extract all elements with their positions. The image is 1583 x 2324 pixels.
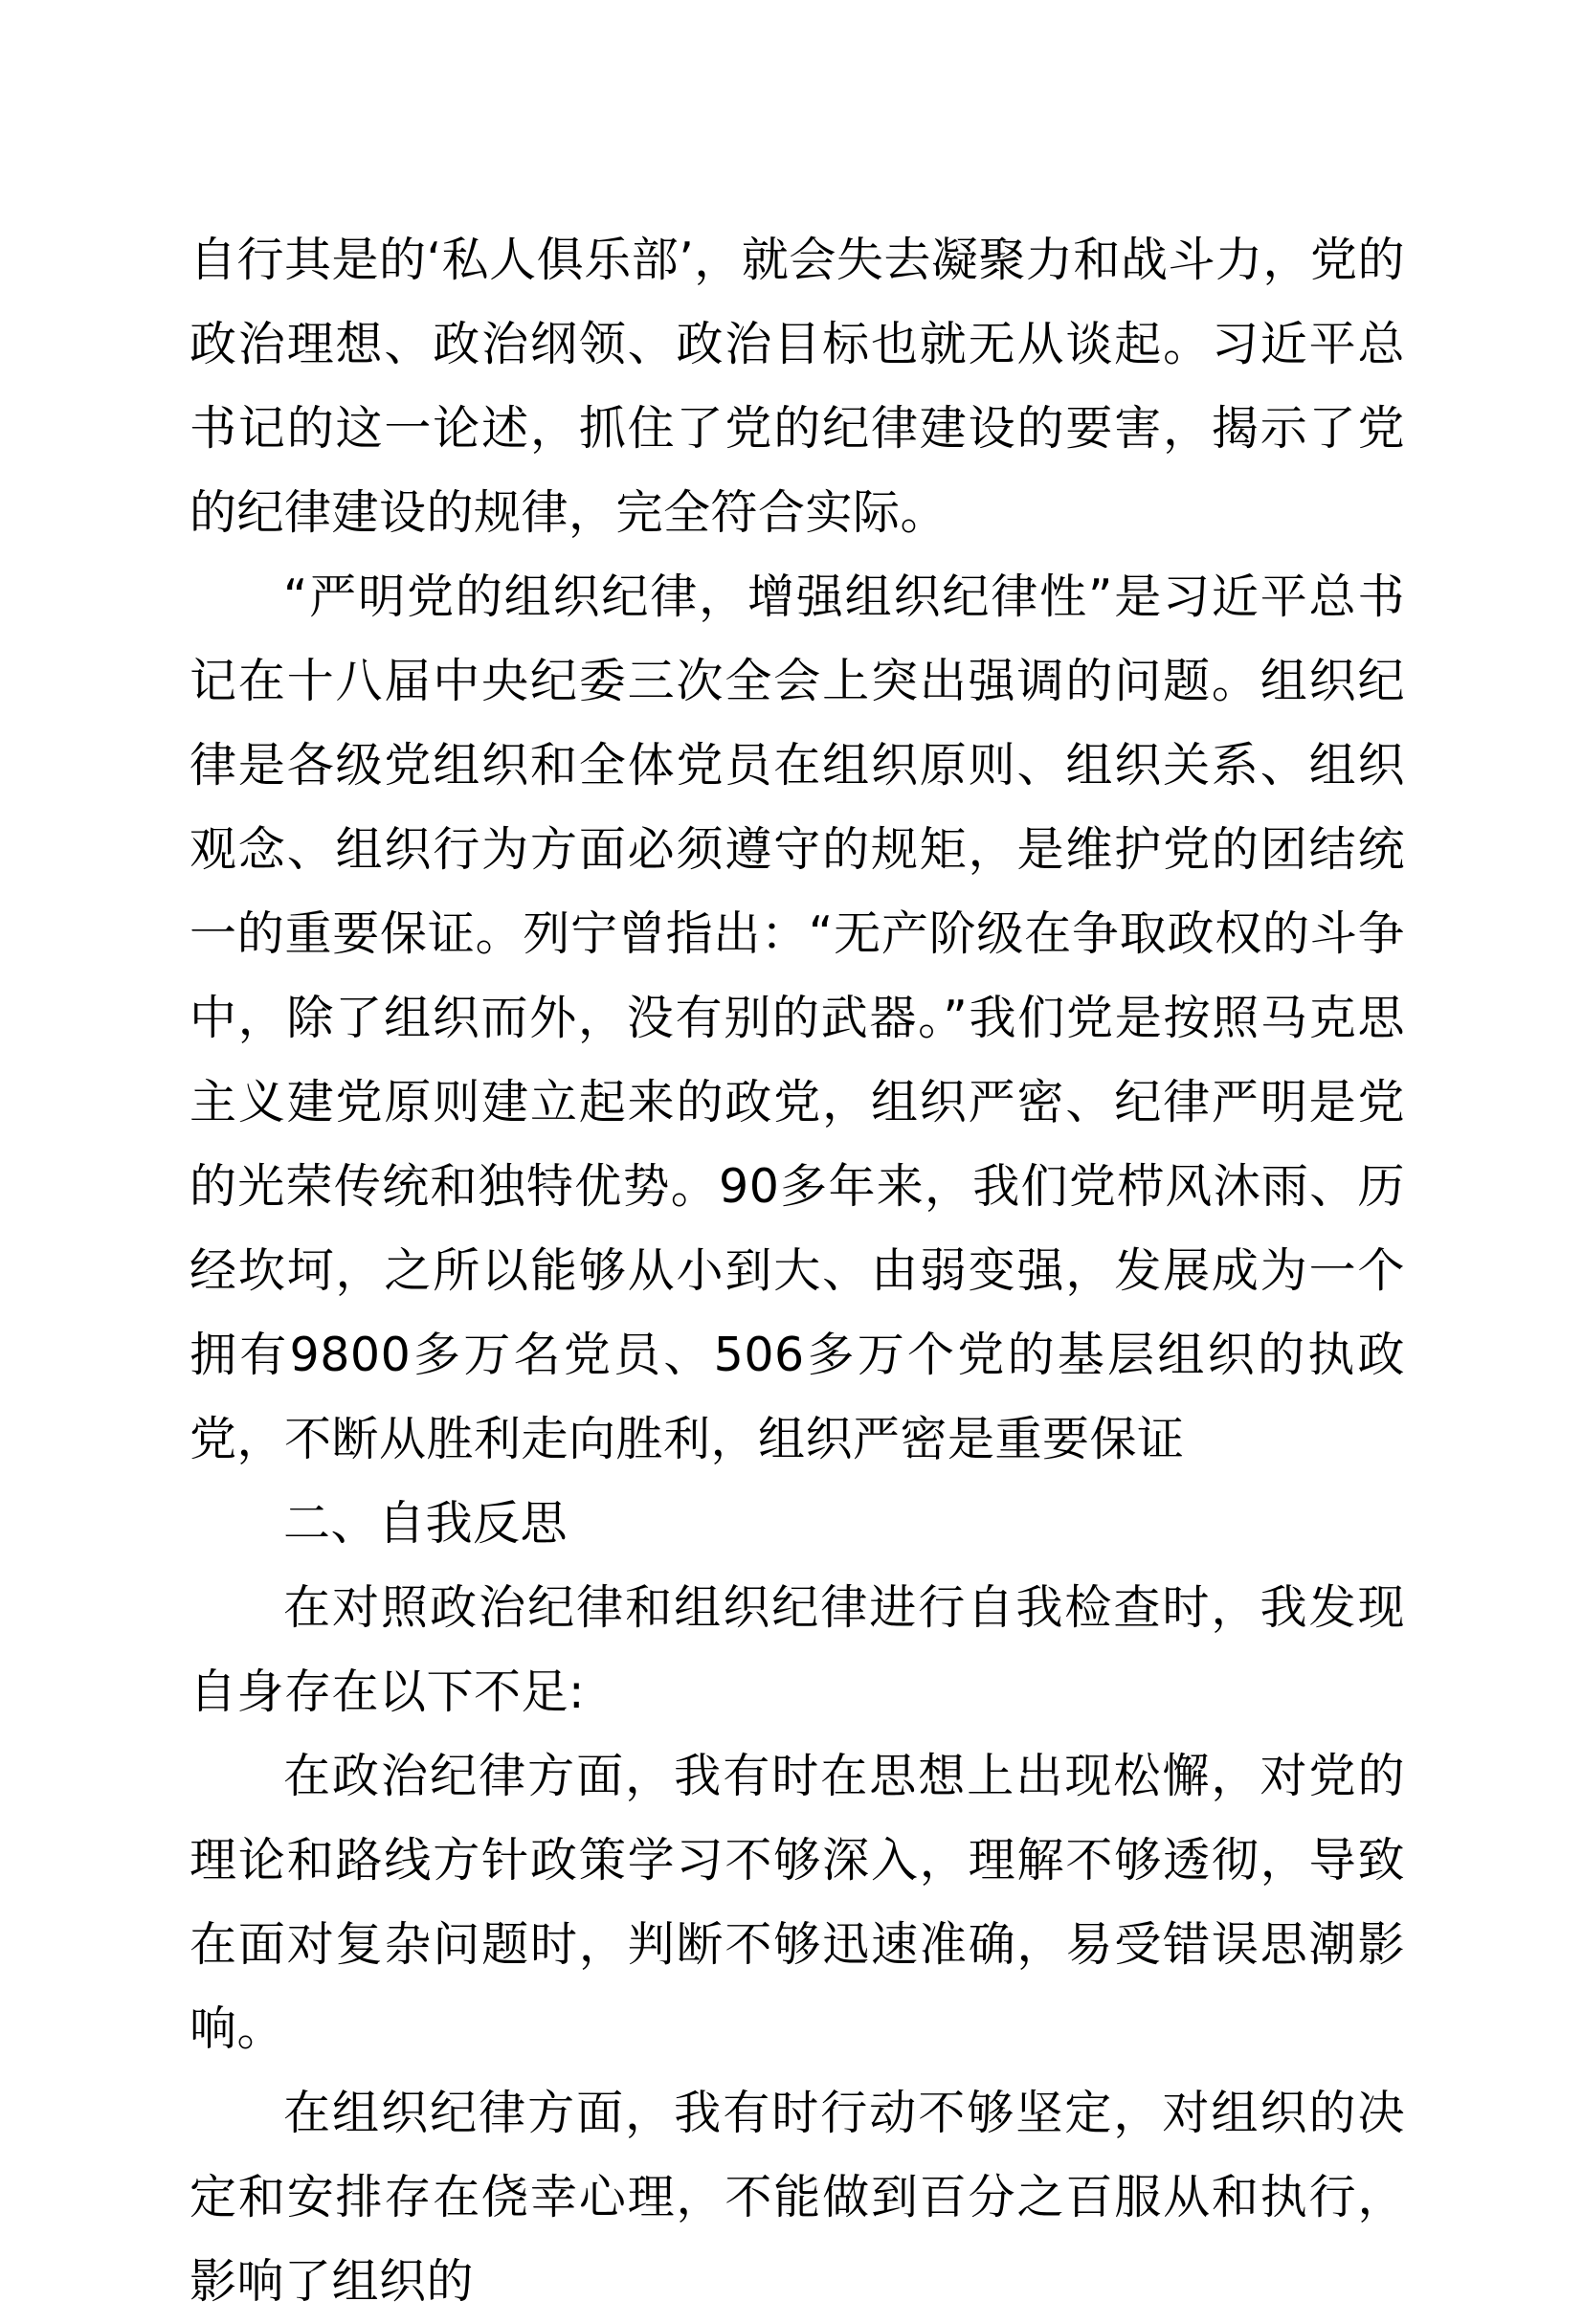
paragraph-organizational-discipline: “严明党的组织纪律，增强组织纪律性”是习近平总书记在十八届中央纪委三次全会上突出强调的问题。组织纪律是各级党组织和全体党员在组织原则、组织关系、组织观念、组织行为方面必须遵守的规矩，是维护党的团结统一的重要保证。列宁曾指出：“无产阶级在争取政权的斗争中，除了组织而外，没有别的武器。”我们党是按照马克思主义建党原则建立起来的政党，组织严密、纪律严明是党的光荣传统和独特优势。90多年来，我们党栉风沐雨、历经坎坷，之所以能够从小到大、由弱变强，发展成为一个拥有9800多万名党员、506多万个党的基层组织的执政党，不断从胜利走向胜利，组织严密是重要保证 — [190, 570, 1405, 1466]
paragraph-political-discipline: 在政治纪律方面，我有时在思想上出现松懈，对党的理论和路线方针政策学习不够深入，理解不够透彻，导致在面对复杂问题时，判断不够迅速准确，易受错误思潮影响。 — [190, 1749, 1405, 2056]
paragraph-continuation: 自行其是的‘私人俱乐部’，就会失去凝聚力和战斗力，党的政治理想、政治纲领、政治目标也就无从谈起。习近平总书记的这一论述，抓住了党的纪律建设的要害，揭示了党的纪律建设的规律，完全符合实际。 — [190, 233, 1405, 540]
section-heading-self-reflection: 二、自我反思 — [283, 1496, 569, 1551]
paragraph-self-check-intro: 在对照政治纪律和组织纪律进行自我检查时，我发现自身存在以下不足: — [190, 1580, 1405, 1719]
paragraph-organizational-discipline-shortcoming: 在组织纪律方面，我有时行动不够坚定，对组织的决定和安排存在侥幸心理，不能做到百分之百服从和执行，影响了组织的 — [190, 2086, 1405, 2309]
document-body — [190, 218, 1405, 2324]
